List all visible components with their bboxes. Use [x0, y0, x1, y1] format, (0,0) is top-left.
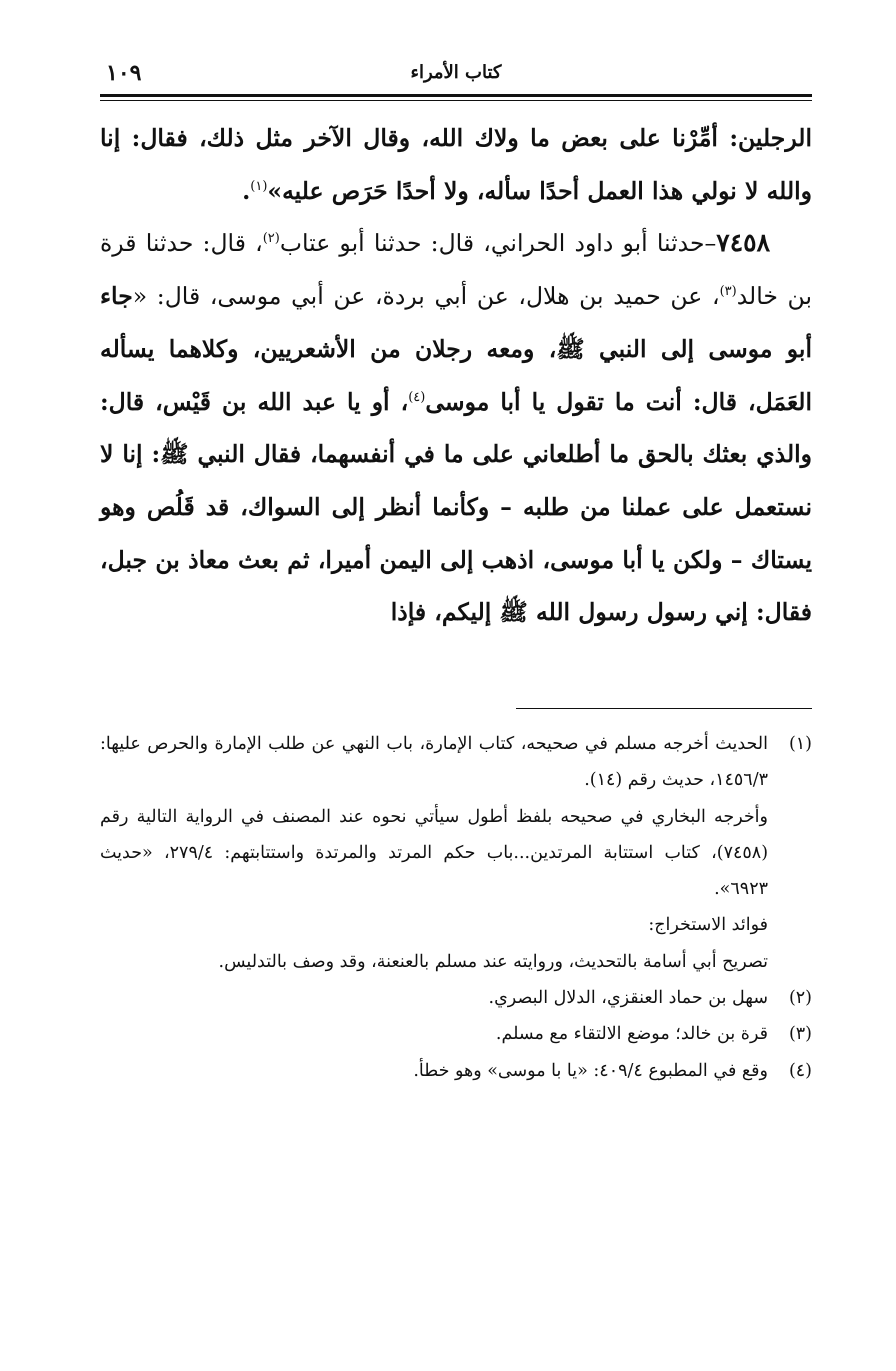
footnote-ref-2: (٢) [262, 231, 280, 247]
footnote-4-mark: (٤) [788, 1060, 812, 1081]
footnotes [100, 726, 812, 1089]
footnote-1-text: الحديث أخرجه مسلم في صحيحه، كتاب الإمارة، باب النهي عن طلب الإمارة والحرص عليها: ١٤٥٦/٣، حديث رقم (١٤). [100, 734, 768, 791]
footnote-1-benefits-text: تصريح أبي أسامة بالتحديث، وروايته عند مسلم بالعنعنة، وقد وصف بالتدليس. [218, 951, 768, 972]
book-section-title: كتاب الأمراء [410, 62, 502, 83]
footnote-ref-1: (١) [250, 178, 268, 194]
isnad-part-a: –حدثنا أبو داود الحراني، قال: حدثنا أبو عتاب [279, 229, 717, 258]
footnote-2-mark: (٢) [788, 988, 812, 1009]
footnote-3-mark: (٣) [788, 1024, 812, 1045]
footnote-ref-4: (٤) [408, 389, 426, 405]
footnote-3-text: قرة بن خالد؛ موضع الالتقاء مع مسلم. [495, 1024, 768, 1045]
footnote-2 [100, 980, 812, 1016]
matn-part-1: جاء أبو موسى إلى النبي ﷺ، ومعه رجلان من الأشعريين، وكلاهما يسأله العَمَل، قال: أنت ما تقول يا أبا موسى [100, 282, 812, 416]
footnote-4-text: وقع في المطبوع ٤٠٩/٤: «يا با موسى» وهو خطأ. [413, 1060, 768, 1081]
footnote-3 [100, 1016, 812, 1052]
isnad-part-c: ، عن حميد بن هلال، عن أبي بردة، عن أبي موسى، قال: « [132, 282, 720, 311]
para1-end: . [242, 176, 251, 205]
paragraph-continuation [100, 112, 812, 217]
hadith-paragraph [100, 217, 812, 639]
main-text [100, 112, 812, 639]
footnote-1-mark: (١) [788, 734, 812, 754]
footnote-1-benefits-heading: فوائد الاستخراج: [648, 915, 768, 936]
footnote-1 [100, 726, 812, 799]
header-rule-thick [100, 94, 812, 97]
header-rule-thin [100, 100, 812, 101]
footnote-2-text: سهل بن حماد العنقزي، الدلال البصري. [488, 988, 768, 1009]
footnote-1-continuation: وأخرجه البخاري في صحيحه بلفظ أطول سيأتي نحوه عند المصنف في الرواية التالية رقم (٧٤٥٨)، كتاب استتابة المرتدين...باب حكم المرتد والمرتدة واستتابتهم: ٢٧٩/٤، «حديث ٦٩٢٣». [100, 806, 769, 900]
running-header [100, 58, 812, 92]
para1-text: الرجلين: أمِّرْنا على بعض ما ولاك الله، وقال الآخر مثل ذلك، فقال: إنا والله لا نولي هذا العمل أحدًا سأله، ولا أحدًا حَرَص عليه» [100, 124, 812, 205]
isnad-part-b: ، قال: حدثنا قرة بن خالد [100, 229, 812, 311]
matn-part-2: ، أو يا عبد الله بن قَيْس، قال: والذي بعثك بالحق ما أطلعاني على ما في أنفسهما، فقال النبي ﷺ: إنا لا نستعمل على عملنا من طلبه – وكأنما أنظر إلى السواك، قد قَلُص وهو يستاك – ولكن يا أبا موسى، اذهب إلى اليمن أميرا، ثم بعث معاذ بن جبل، فقال: إني رسول رسول الله ﷺ إليكم، فإذا [100, 387, 812, 627]
footnote-4 [100, 1053, 812, 1089]
footnote-separator [516, 708, 812, 709]
page-number: ١٠٩ [106, 60, 142, 86]
footnote-ref-3: (٣) [719, 284, 737, 300]
hadith-number: ٧٤٥٨ [716, 228, 770, 258]
